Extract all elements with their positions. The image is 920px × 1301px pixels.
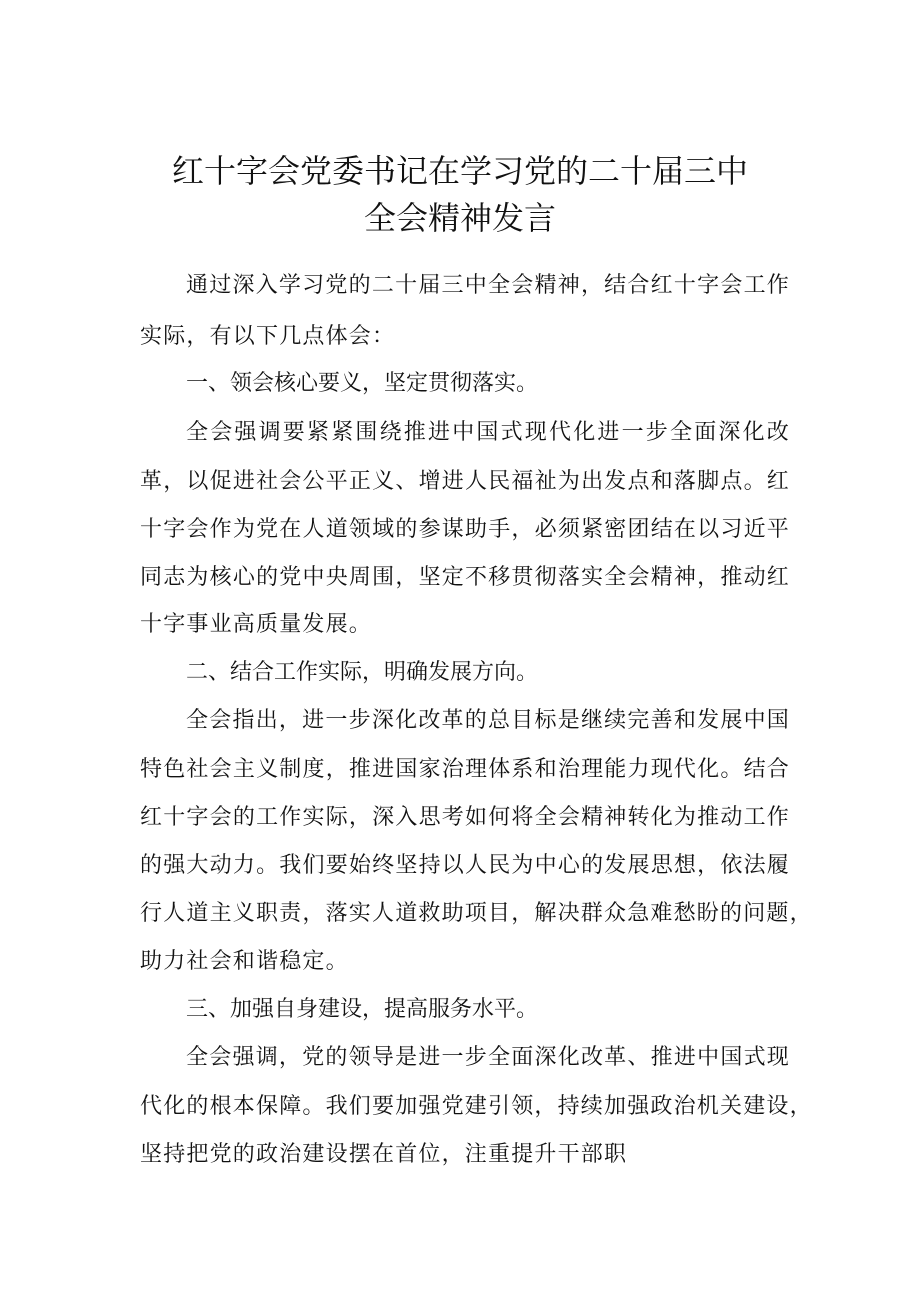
section-2-line: 行人道主义职责，落实人道救助项目，解决群众急难愁盼的问题， [140, 901, 813, 926]
document-title-line-2: 全会精神发言 [363, 199, 556, 237]
section-2-line: 助力社会和谐稳定。 [140, 949, 349, 974]
section-2-line: 的强大动力。我们要始终坚持以人民为中心的发展思想，依法履 [140, 853, 790, 878]
section-1-line: 全会强调要紧紧围绕推进中国式现代化进一步全面深化改 [186, 420, 790, 445]
section-2-line: 全会指出，进一步深化改革的总目标是继续完善和发展中国 [186, 708, 790, 733]
section-3-heading: 三、加强自身建设，提高服务水平。 [186, 997, 539, 1022]
section-2-heading: 二、结合工作实际，明确发展方向。 [186, 660, 539, 685]
section-1-line: 同志为核心的党中央周围，坚定不移贯彻落实全会精神，推动红 [140, 565, 790, 590]
intro-line: 实际，有以下几点体会： [140, 324, 396, 349]
section-3-line: 代化的根本保障。我们要加强党建引领，持续加强政治机关建设， [140, 1094, 813, 1119]
section-2-line: 红十字会的工作实际，深入思考如何将全会精神转化为推动工作 [140, 805, 790, 830]
section-1-line: 革，以促进社会公平正义、增进人民福祉为出发点和落脚点。红 [140, 469, 790, 494]
intro-line: 通过深入学习党的二十届三中全会精神，结合红十字会工作 [186, 273, 790, 298]
section-1-heading: 一、领会核心要义，坚定贯彻落实。 [186, 371, 539, 396]
section-3-line: 全会强调，党的领导是进一步全面深化改革、推进中国式现 [186, 1045, 790, 1070]
section-3-line: 坚持把党的政治建设摆在首位，注重提升干部职 [140, 1142, 628, 1167]
document-title-line-1: 红十字会党委书记在学习党的二十届三中 [171, 152, 748, 190]
section-1-line: 十字会作为党在人道领域的参谋助手，必须紧密团结在以习近平 [140, 517, 790, 542]
section-1-line: 十字事业高质量发展。 [140, 612, 373, 637]
section-2-line: 特色社会主义制度，推进国家治理体系和治理能力现代化。结合 [140, 757, 790, 782]
